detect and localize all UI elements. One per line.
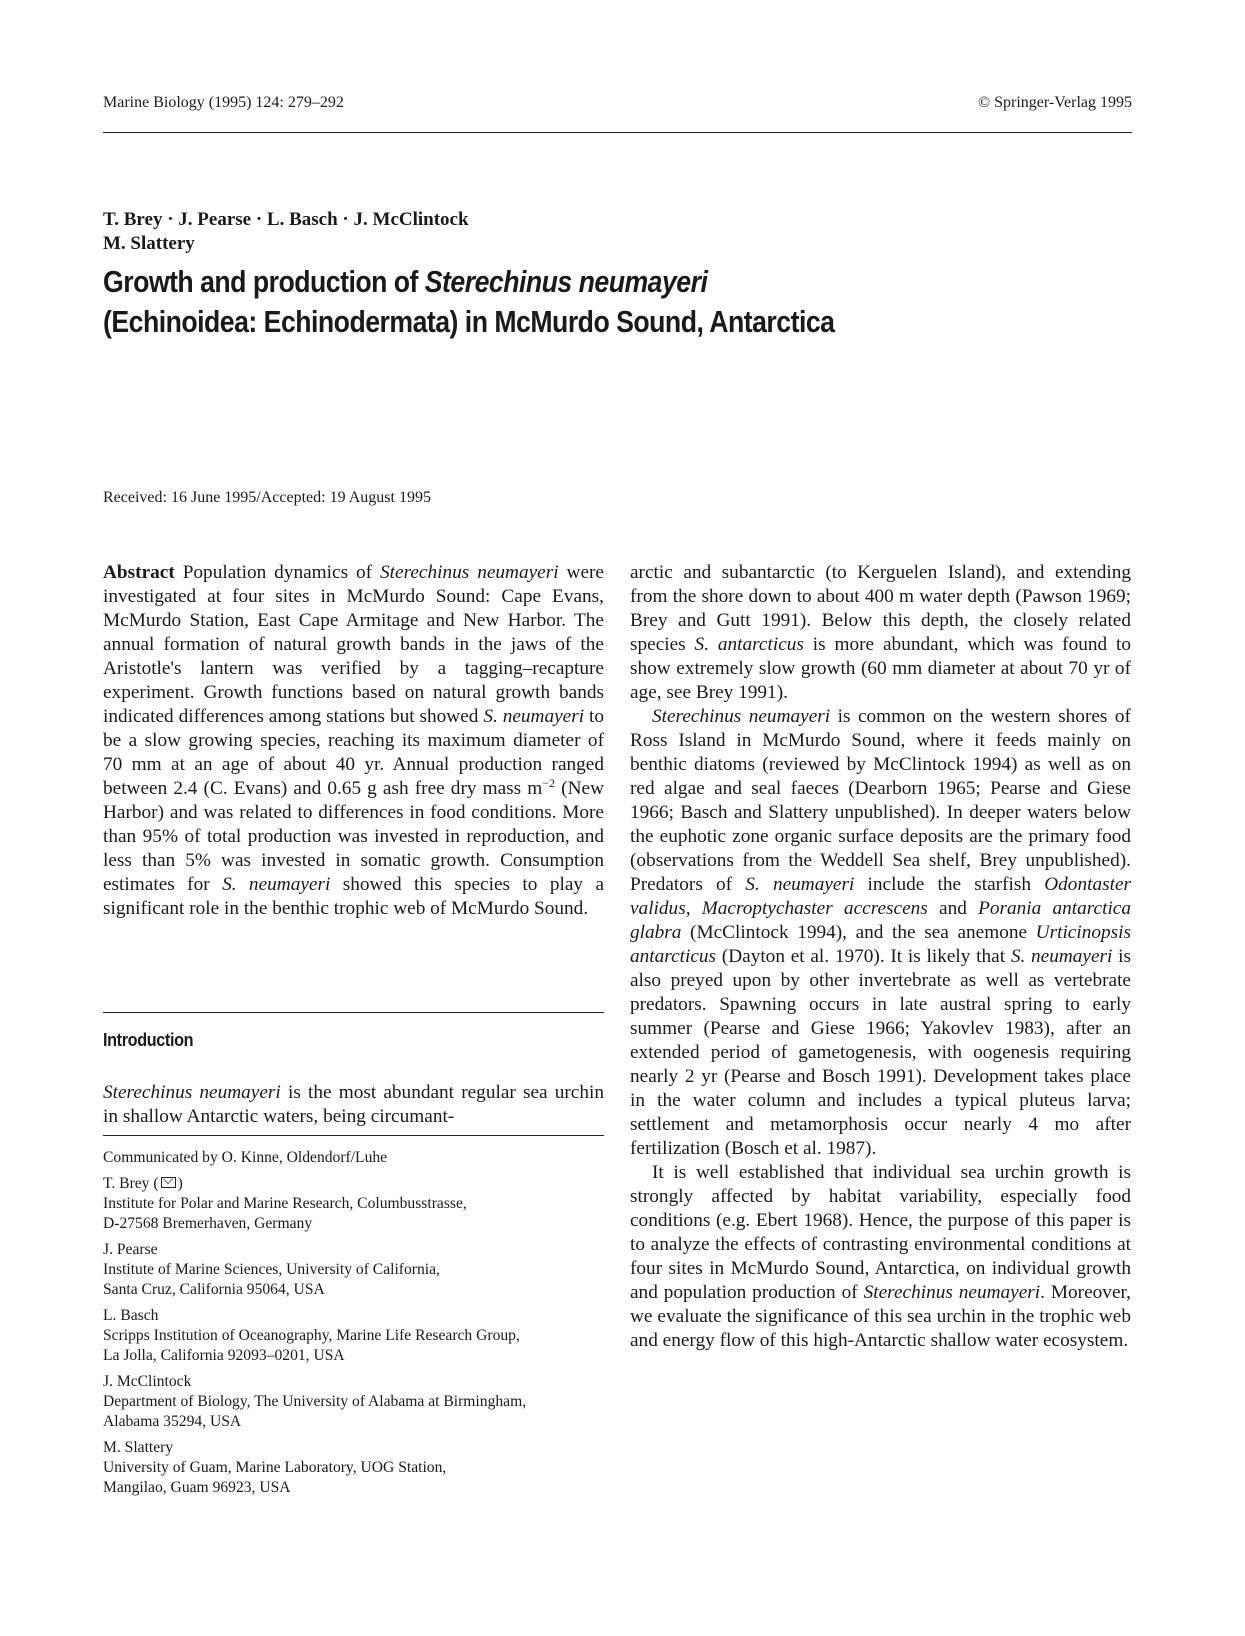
affiliation-list <box>103 1174 604 1498</box>
title-part-1: Growth and production of <box>103 264 425 299</box>
italic-term: Sterechinus neumayeri <box>103 1082 281 1103</box>
italic-term: Sterechinus neumayeri <box>380 562 559 583</box>
text-run: is also preyed upon by other invertebrate as well as vertebrate predators. Spawning occurs in late austral spring to early summer (Pearse and Giese 1966; Yakovlev 1983), after an extended period of gametogenesis, with oogenesis requiring nearly 2 yr (Pearse and Bosch 1991). Development takes place in the water column and includes a typical pluteus larva; settlement and metamorphosis occur nearly 4 mo after fertilization (Bosch et al. 1987). <box>630 946 1132 1159</box>
left-column <box>103 561 604 921</box>
intro-paragraph-3 <box>630 1161 1131 1353</box>
affiliation-author-name: L. Basch <box>103 1307 159 1324</box>
text-run: were investigated at four sites in McMurdo Sound: Cape Evans, McMurdo Station, East Cape Armitage and New Harbor. The annual formation of natural growth bands in the jaws of the Aristotle's lantern was verified by a tagging–recapture experiment. Growth functions based on natural growth bands indicated differences among stations but showed <box>103 562 604 727</box>
article-title <box>103 262 989 342</box>
author-list <box>103 208 469 256</box>
footnotes <box>103 1148 604 1504</box>
affiliation <box>103 1438 604 1498</box>
affiliation <box>103 1174 604 1234</box>
italic-term: S. neumayeri <box>1010 946 1113 967</box>
author-line-1: T. Brey · J. Pearse · L. Basch · J. McClintock <box>103 209 469 230</box>
text-run: include the starfish <box>854 874 1045 895</box>
author-line-2: M. Slattery <box>103 233 195 254</box>
italic-term: Urticinopsis antarcticus <box>630 922 1131 967</box>
italic-term: Odontaster validus, Macroptychaster accrescens <box>630 874 1131 919</box>
text-run: and <box>927 898 979 919</box>
header-rule <box>103 132 1132 133</box>
text-run: . Moreover, we evaluate the significance of this sea urchin in the trophic web and energy flow of this high-Antarctic shallow water ecosystem. <box>630 1282 1131 1351</box>
affiliation-author <box>103 1306 604 1326</box>
text-run: It is well established that individual sea urchin growth is strongly affected by habitat variability, especially food conditions (e.g. Ebert 1968). Hence, the purpose of this paper is to analyze the effects of contrasting environmental conditions at four sites in McMurdo Sound, Antarctica, on individual growth and population production of <box>630 1162 1131 1303</box>
superscript: −2 <box>542 776 556 790</box>
abstract-paragraph <box>103 561 604 921</box>
text-run: is the most abundant regular sea urchin in shallow Antarctic waters, being circumant- <box>103 1082 604 1127</box>
right-column <box>630 561 1131 1353</box>
affiliation-address: Scripps Institution of Oceanography, Marine Life Research Group, La Jolla, California 92093–0201, USA <box>103 1327 520 1364</box>
section-heading-introduction: Introduction <box>103 1030 194 1050</box>
affiliation-author <box>103 1438 604 1458</box>
italic-term: Sterechinus neumayeri <box>652 706 831 727</box>
italic-term: S. neumayeri <box>483 706 585 727</box>
copyright-notice: © Springer-Verlag 1995 <box>977 94 1132 111</box>
text-run: (McClintock 1994), and the sea anemone <box>681 922 1036 943</box>
abstract-rule <box>103 1012 604 1013</box>
communicated-by: Communicated by O. Kinne, Oldendorf/Luhe <box>103 1149 388 1166</box>
affiliation <box>103 1240 604 1300</box>
title-line-2: (Echinoidea: Echinodermata) in McMurdo Sound, Antarctica <box>103 304 835 339</box>
italic-term: S. neumayeri <box>222 874 331 895</box>
text-run: is common on the western shores of Ross Island in McMurdo Sound, where it feeds mainly on benthic diatoms (reviewed by McClintock 1994) as well as on red algae and seal faeces (Dearborn 1965; Pearse and Giese 1966; Basch and Slattery unpublished). In deeper waters below the euphotic zone organic surface deposits are the primary food (observations from the Weddell Sea shelf, Brey unpublished). Predators of <box>630 706 1131 895</box>
intro-paragraph-continued <box>630 561 1131 705</box>
affiliation-author-name: M. Slattery <box>103 1439 174 1456</box>
affiliation-author-name-end: ) <box>177 1175 183 1192</box>
affiliation-address: Department of Biology, The University of Alabama at Birmingham, Alabama 35294, USA <box>103 1393 527 1430</box>
affiliation-author <box>103 1174 604 1194</box>
title-species: Sterechinus neumayeri <box>424 264 708 299</box>
text-run: (New Harbor) and was related to differences in food conditions. More than 95% of total production was invested in reproduction, and less than 5% was invested in somatic growth. Consumption estimates for <box>103 778 604 895</box>
text-run: arctic and subantarctic (to Kerguelen Island), and extending from the shore down to about 400 m water depth (Pawson 1969; Brey and Gutt 1991). Below this depth, the closely related species <box>630 562 1131 655</box>
affiliation-author <box>103 1372 604 1392</box>
text-run: (Dayton et al. 1970). It is likely that <box>716 946 1011 967</box>
affiliation <box>103 1306 604 1366</box>
text-run: showed this species to play a significant role in the benthic trophic web of McMurdo Sound. <box>103 874 604 919</box>
intro-paragraph-2 <box>630 705 1131 1161</box>
footnote-rule <box>103 1135 604 1136</box>
affiliation-author-name: J. McClintock <box>103 1373 192 1390</box>
received-dates: Received: 16 June 1995/Accepted: 19 August 1995 <box>103 489 431 506</box>
affiliation-address: University of Guam, Marine Laboratory, UOG Station, Mangilao, Guam 96923, USA <box>103 1459 447 1496</box>
italic-term: Sterechinus neumayeri <box>863 1282 1041 1303</box>
italic-term: S. antarcticus <box>694 634 804 655</box>
italic-term: Porania antarctica glabra <box>630 898 1132 943</box>
text-run: is more abundant, which was found to show extremely slow growth (60 mm diameter at about 70 yr of age, see Brey 1991). <box>630 634 1132 703</box>
affiliation <box>103 1372 604 1432</box>
abstract-label: Abstract <box>103 562 175 583</box>
affiliation-author-name: J. Pearse <box>103 1241 158 1258</box>
affiliation-author-name: T. Brey ( <box>103 1175 159 1192</box>
text-run: Population dynamics of <box>174 562 381 583</box>
text-run: to be a slow growing species, reaching its maximum diameter of 70 mm at an age of about 40 yr. Annual production ranged between 2.4 (C. Evans) and 0.65 g ash free dry mass m <box>103 706 604 799</box>
affiliation-address: Institute of Marine Sciences, University of California, Santa Cruz, California 95064, USA <box>103 1261 440 1298</box>
affiliation-author <box>103 1240 604 1260</box>
introduction-first-paragraph <box>103 1081 604 1129</box>
envelope-icon <box>161 1177 176 1188</box>
italic-term: S. neumayeri <box>745 874 855 895</box>
journal-citation: Marine Biology (1995) 124: 279–292 <box>103 94 344 111</box>
affiliation-address: Institute for Polar and Marine Research, Columbusstrasse, D-27568 Bremerhaven, Germany <box>103 1195 467 1232</box>
